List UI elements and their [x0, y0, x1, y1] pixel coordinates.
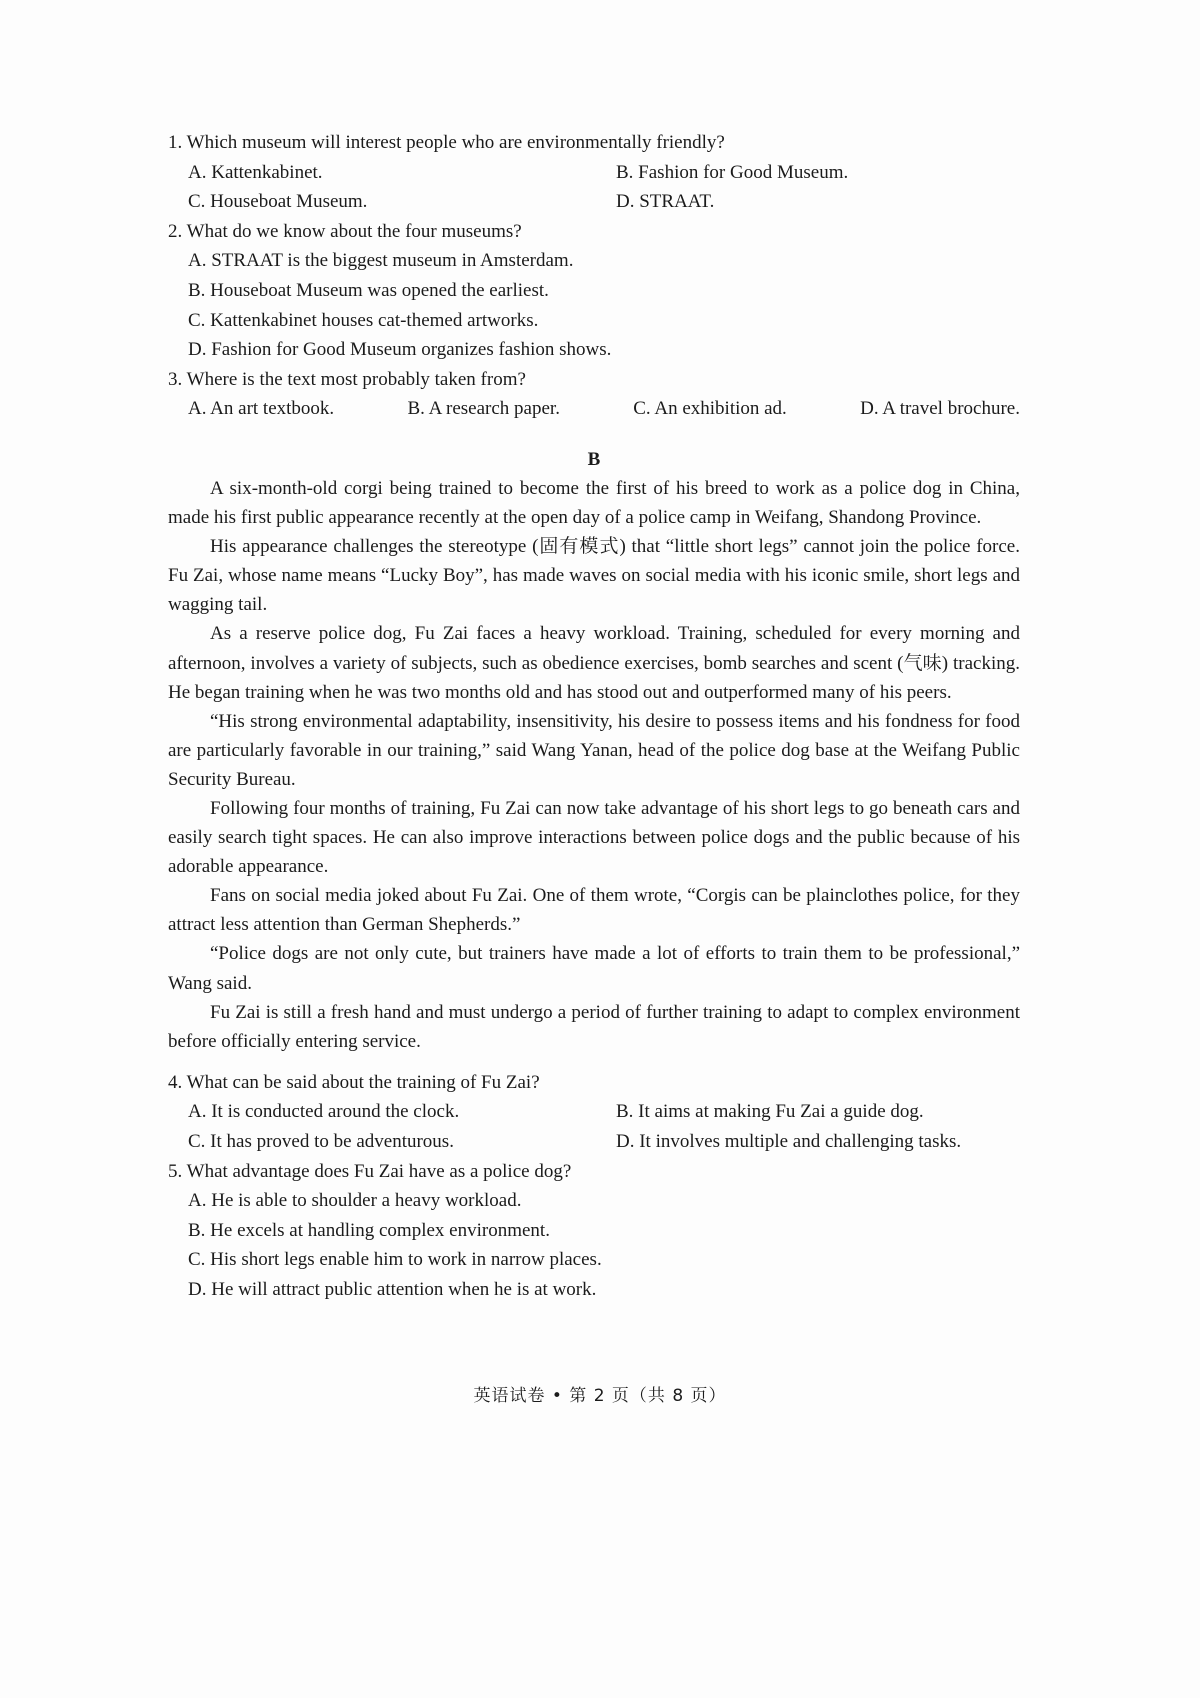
option-b: B. He excels at handling complex environment. — [188, 1219, 550, 1241]
option-a: A. STRAAT is the biggest museum in Amsterdam. — [188, 250, 574, 272]
option-d: D. Fashion for Good Museum organizes fashion shows. — [188, 339, 612, 361]
passage-paragraph: Following four months of training, Fu Zai can now take advantage of his short legs to go beneath cars and easily search tight spaces. He can also improve interactions between police dogs and the public because of his adorable appearance. — [168, 797, 1020, 878]
option-b: B. Fashion for Good Museum. — [616, 161, 849, 183]
passage-paragraph: “Police dogs are not only cute, but trainers have made a lot of efforts to train them to be professional,” Wang said. — [168, 943, 1020, 994]
option-c: C. An exhibition ad. — [633, 398, 787, 420]
option-b: B. A research paper. — [407, 398, 560, 420]
option-c: C. His short legs enable him to work in narrow places. — [188, 1249, 602, 1271]
question-stem: 1. Which museum will interest people who are environmentally friendly? — [168, 132, 725, 153]
question-stem: 4. What can be said about the training of Fu Zai? — [168, 1071, 540, 1093]
question-5 — [168, 1157, 1020, 1305]
option-c: C. It has proved to be adventurous. — [188, 1131, 454, 1152]
question-group-2 — [168, 1068, 1020, 1305]
answer-options — [168, 158, 1020, 217]
question-4 — [168, 1068, 1020, 1157]
option-a: A. An art textbook. — [188, 398, 335, 420]
reading-passage-b — [168, 474, 1020, 1056]
option-a: A. It is conducted around the clock. — [188, 1101, 460, 1123]
option-d: D. STRAAT. — [616, 191, 715, 213]
option-c: C. Houseboat Museum. — [188, 191, 368, 213]
answer-options — [168, 1186, 1020, 1304]
answer-options — [168, 394, 1020, 424]
option-a: A. He is able to shoulder a heavy workload. — [188, 1190, 522, 1212]
option-d: D. It involves multiple and challenging tasks. — [616, 1131, 962, 1152]
option-d: D. A travel brochure. — [860, 398, 1020, 420]
passage-paragraph: A six-month-old corgi being trained to become the first of his breed to work as a police dog in China, made his first public appearance recently at the open day of a police camp in Weifang, Shandong Province. — [168, 477, 1020, 529]
spacer — [168, 1056, 1020, 1068]
passage-paragraph: Fans on social media joked about Fu Zai. One of them wrote, “Corgis can be plainclothes police, for they attract less attention than German Shepherds.” — [168, 885, 1020, 936]
question-stem: 3. Where is the text most probably taken from? — [168, 368, 526, 390]
passage-paragraph: “His strong environmental adaptability, insensitivity, his desire to possess items and his fondness for food are particularly favorable in our training,” said Wang Yanan, head of the police dog base at the Weifang Public Security Bureau. — [168, 710, 1020, 790]
question-1 — [168, 128, 1020, 217]
page-footer: 英语试卷 • 第 2 页（共 8 页） — [473, 1386, 727, 1406]
section-heading-b: B — [587, 448, 601, 470]
option-b: B. Houseboat Museum was opened the earliest. — [188, 279, 549, 301]
option-d: D. He will attract public attention when he is at work. — [188, 1278, 597, 1300]
passage-paragraph: Fu Zai is still a fresh hand and must undergo a period of further training to adapt to complex environment before officially entering service. — [168, 1001, 1020, 1052]
question-stem: 2. What do we know about the four museums? — [168, 220, 522, 242]
question-2 — [168, 217, 1020, 365]
question-stem: 5. What advantage does Fu Zai have as a police dog? — [168, 1160, 572, 1182]
passage-paragraph: His appearance challenges the stereotype (固有模式) that “little short legs” cannot join the police force. Fu Zai, whose name means “Lucky Boy”, has made waves on social media with his iconic smile, short legs and wagging tail. — [168, 536, 1020, 616]
question-3 — [168, 365, 1020, 424]
answer-options — [168, 1097, 1020, 1156]
passage-paragraph: As a reserve police dog, Fu Zai faces a heavy workload. Training, scheduled for every morning and afternoon, involves a variety of subjects, such as obedience exercises, bomb searches and scent (气味) tracking. He began training when he was two months old and has stood out and outperformed many of his peers. — [168, 623, 1020, 703]
question-group-1 — [168, 128, 1020, 424]
option-b: B. It aims at making Fu Zai a guide dog. — [616, 1101, 924, 1123]
option-a: A. Kattenkabinet. — [188, 161, 323, 183]
option-c: C. Kattenkabinet houses cat-themed artworks. — [188, 309, 539, 331]
answer-options — [168, 246, 1020, 364]
